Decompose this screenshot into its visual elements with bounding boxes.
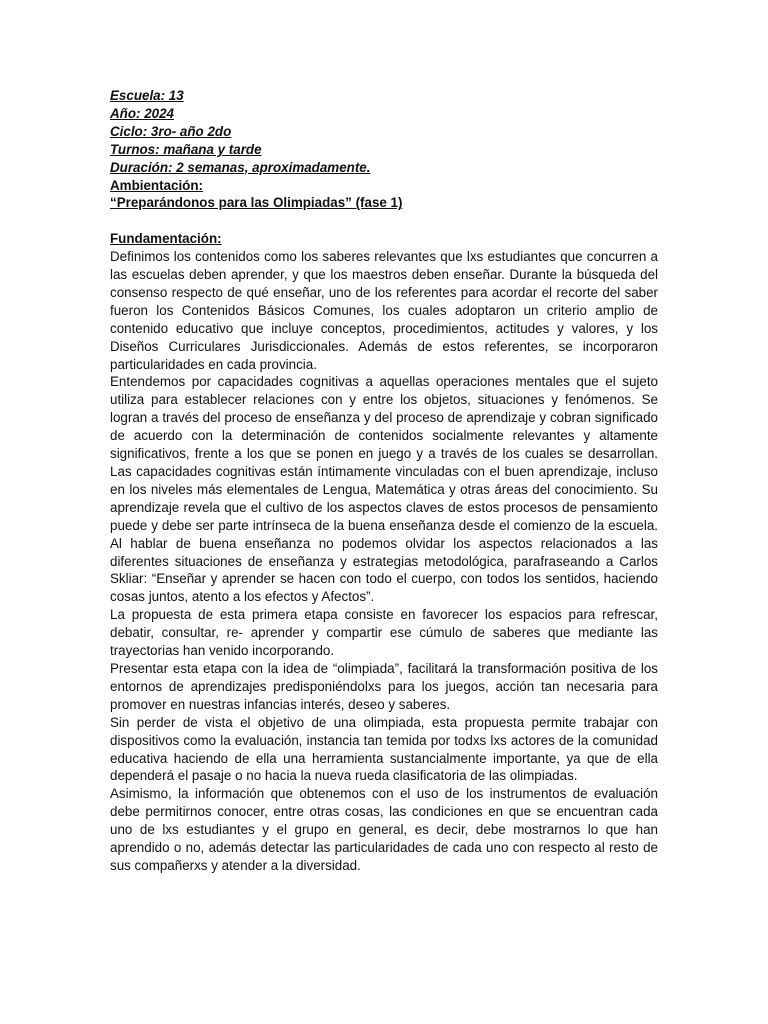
- paragraph-6: Asimismo, la información que obtenemos con el uso de los instrumentos de evaluación debe permitirnos conocer, entre otras cosas, las condiciones en que se encuentran cada uno de lxs estudiantes y el grupo en general, es decir, debe mostrarnos lo que han aprendido o no, además detectar las particularidades de cada uno con respecto al resto de sus compañerxs y atender a la diversidad.: [110, 786, 658, 873]
- paragraph-5: Sin perder de vista el objetivo de una olimpiada, esta propuesta permite trabajar con dispositivos como la evaluación, instancia tan temida por todxs lxs actores de la comunidad educativa haciendo de ella una herramienta sustancialmente importante, ya que de ella dependerá el pasaje o no hacia la nueva rueda clasificatoria de las olimpiadas.: [110, 714, 658, 784]
- ambientacion-label: Ambientación:: [110, 177, 203, 193]
- document-page: [110, 87, 658, 875]
- shifts-line: Turnos: mañana y tarde: [110, 141, 262, 157]
- paragraph-1: Definimos los contenidos como los saberes relevantes que lxs estudiantes que concurren a las escuelas deben aprender, y que los maestros deben enseñar. Durante la búsqueda del consenso respecto de qué enseñar, uno de los referentes para acordar el recorte del saber fueron los Contenidos Básicos Comunes, los cuales adoptaron un criterio amplio de contenido educativo que incluye conceptos, procedimientos, actitudes y valores, y los Diseños Curriculares Jurisdiccionales. Además de estos referentes, se incorporaron particularidades en cada provincia.: [110, 249, 658, 372]
- paragraph-3: La propuesta de esta primera etapa consiste en favorecer los espacios para refrescar, debatir, consultar, re- aprender y compartir ese cúmulo de saberes que mediante las trayectorias han venido incorporando.: [110, 607, 658, 659]
- paragraph-4: Presentar esta etapa con la idea de “olimpiada”, facilitará la transformación positiva de los entornos de aprendizajes predisponiéndolxs para los juegos, acción tan necesaria para promover en nuestras infancias interés, deseo y saberes.: [110, 660, 658, 712]
- cycle-line: Ciclo: 3ro- año 2do: [110, 123, 232, 139]
- ambientacion-title: “Preparándonos para las Olimpiadas” (fase 1): [110, 195, 403, 211]
- section-heading: Fundamentación:: [110, 231, 222, 247]
- duration-line: Duración: 2 semanas, aproximadamente.: [110, 159, 371, 175]
- year-line: Año: 2024: [110, 105, 174, 121]
- school-line: Escuela: 13: [110, 88, 184, 103]
- paragraph-2: Entendemos por capacidades cognitivas a aquellas operaciones mentales que el sujeto utiliza para establecer relaciones con y entre los objetos, situaciones y fenómenos. Se logran a través del proceso de enseñanza y del proceso de aprendizaje y cobran significado de acuerdo con la determinación de contenidos socialmente relevantes y altamente significativos, frente a los que se ponen en juego y a través de los cuales se desarrollan. Las capacidades cognitivas están íntimamente vinculadas con el buen aprendizaje, incluso en los niveles más elementales de Lengua, Matemática y otras áreas del conocimiento. Su aprendizaje revela que el cultivo de los aspectos claves de estos procesos de pensamiento puede y debe ser parte intrínseca de la buena enseñanza desde el comienzo de la escuela. Al hablar de buena enseñanza no podemos olvidar los aspectos relacionados a las diferentes situaciones de enseñanza y estrategias metodológica, parafraseando a Carlos Skliar: “Enseñar y aprender se hacen con todo el cuerpo, con todos los sentidos, haciendo cosas juntos, atento a los efectos y Afectos”.: [110, 374, 658, 605]
- blank-line: [110, 212, 658, 230]
